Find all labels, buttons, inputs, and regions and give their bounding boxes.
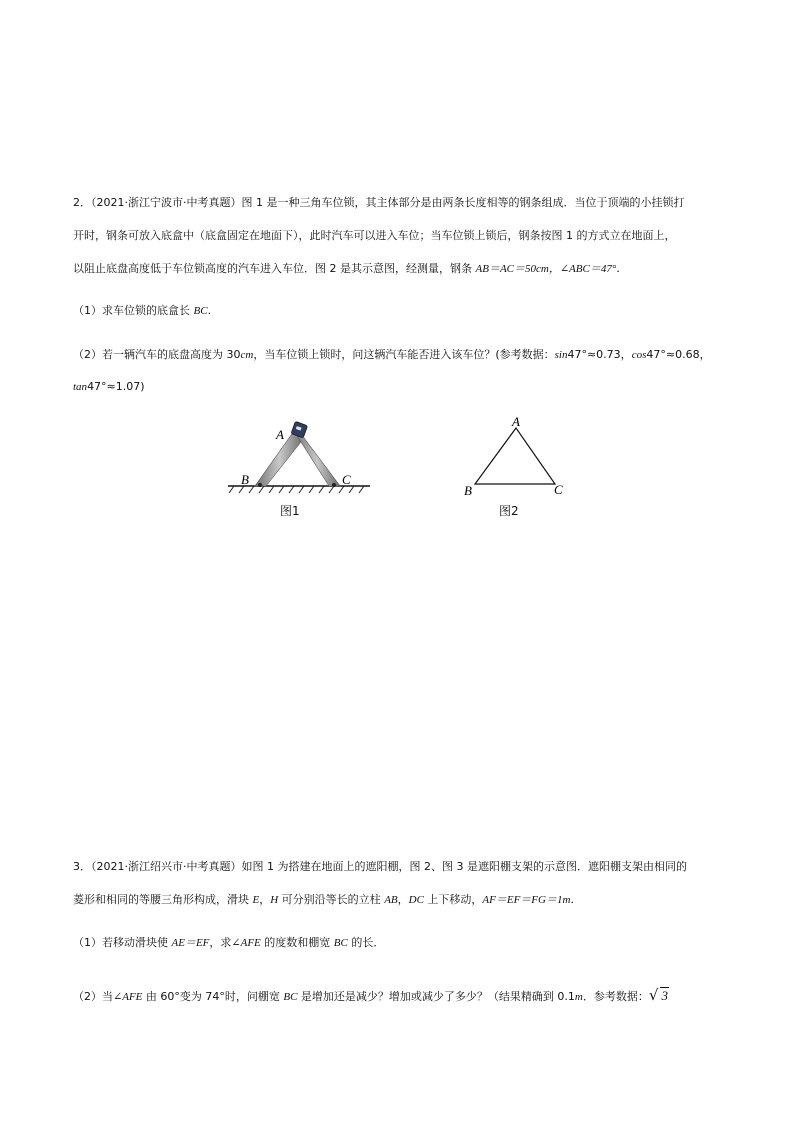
problem2-q1-math: BC． xyxy=(193,305,219,317)
fig1-label-b: B xyxy=(241,472,249,487)
problem3-q2-math1: ∠AFE xyxy=(113,991,143,1003)
problem3-q2-unit: m xyxy=(574,991,583,1003)
problem3-pillar-dc: DC xyxy=(408,894,424,906)
figure1-parking-lock xyxy=(222,418,377,496)
ground-hatching xyxy=(229,486,364,493)
problem3-q1-text2: ，求 xyxy=(209,936,232,949)
figure2-caption: 图2 xyxy=(499,504,519,518)
problem3-q2-sqrt-value: 3 xyxy=(661,988,668,1003)
fig2-label-b: B xyxy=(464,483,472,498)
fig2-label-a: A xyxy=(512,414,520,429)
problem2-question2-cont xyxy=(73,380,145,394)
problem2-q2-sin: sin xyxy=(554,349,568,361)
fig1-label-a: A xyxy=(276,427,284,442)
problem2-question1 xyxy=(73,304,219,318)
problem3-line2-text2: 可分别沿等长的立柱 xyxy=(278,893,385,906)
problem3-q1-text4: 的长． xyxy=(347,936,385,949)
problem3-q2-text4: ．参考数据： xyxy=(582,990,649,1003)
problem2-line3-text: 以阻止底盘高度低于车位锁高度的汽车进入车位．图 2 是其示意图，经测量，钢条 xyxy=(73,262,476,275)
problem3-q1-math2: ∠AFE xyxy=(231,937,261,949)
problem3-q2-math2: BC xyxy=(283,991,298,1003)
problem3-line2 xyxy=(73,893,581,907)
problem3-q1-math1: AE＝EF xyxy=(171,937,210,949)
figure1-caption: 图1 xyxy=(280,504,300,518)
problem3-q2-text2: 由 60°变为 74°时，问棚宽 xyxy=(142,990,284,1003)
problem3-line2-text3: 上下移动， xyxy=(423,893,483,906)
problem2-q2-sin-value: 47°≈0.73， xyxy=(567,348,632,361)
problem2-q2-tan: tan xyxy=(73,381,88,393)
figure2-triangle xyxy=(458,414,570,500)
problem3-line2-sep: ， xyxy=(259,893,271,906)
problem3-line2-sep2: ， xyxy=(397,893,409,906)
fig2-label-c: C xyxy=(554,482,563,497)
problem2-q2-cos-value: 47°≈0.68， xyxy=(646,348,711,361)
fig1-label-c: C xyxy=(342,472,351,487)
problem3-pillar-ab: AB xyxy=(384,894,398,906)
problem3-line2-math: AF＝EF＝FG＝1m． xyxy=(482,894,582,906)
problem3-q1-math3: BC xyxy=(333,937,348,949)
problem2-q1-text: （1）求车位锁的底盒长 xyxy=(73,304,194,317)
problem2-line2: 开时，钢条可放入底盒中（底盒固定在地面下），此时汽车可以进入车位；当车位锁上锁后，钢条按图 1 的方式立在地面上， xyxy=(73,229,676,242)
problem2-q2-unit: cm xyxy=(240,349,254,361)
problem3-line1: 3．（2021·浙江绍兴市·中考真题）如图 1 为搭建在地面上的遮阳棚，图 2、图 3 是遮阳棚支架的示意图．遮阳棚支架由相同的 xyxy=(73,860,687,873)
problem2-q2-tan-value: 47°≈1.07) xyxy=(87,380,145,393)
problem2-line1: 2．（2021·浙江宁波市·中考真题）图 1 是一种三角车位锁，其主体部分是由两条长度相等的钢条组成．当位于顶端的小挂锁打 xyxy=(73,196,685,209)
sqrt-icon: √ xyxy=(648,986,659,1004)
problem2-line3 xyxy=(73,262,627,276)
problem3-question1 xyxy=(73,936,384,950)
problem3-line2-text: 菱形和相同的等腰三角形构成，滑块 xyxy=(73,893,253,906)
problem3-question2 xyxy=(73,988,669,1004)
problem3-q1-text3: 的度数和棚宽 xyxy=(260,936,334,949)
problem3-q2-text: （2）当 xyxy=(73,990,113,1003)
triangle-abc xyxy=(475,428,555,484)
right-steel-bar xyxy=(294,431,340,486)
problem3-q1-text: （1）若移动滑块使 xyxy=(73,936,172,949)
problem2-line3-math: AB＝AC＝50cm，∠ABC＝47°． xyxy=(475,263,628,275)
problem2-q2-text2: ，当车位锁上锁时，问这辆汽车能否进入该车位？(参考数据： xyxy=(253,348,555,361)
problem3-slider-h: H xyxy=(270,894,279,906)
problem2-q2-text: （2）若一辆汽车的底盘高度为 30 xyxy=(73,348,241,361)
problem2-q2-cos: cos xyxy=(631,349,647,361)
problem3-slider-e: E xyxy=(252,894,260,906)
problem2-question2 xyxy=(73,348,711,362)
problem3-q2-text3: 是增加还是减少？增加或减少了多少？（结果精确到 0.1 xyxy=(297,990,575,1003)
